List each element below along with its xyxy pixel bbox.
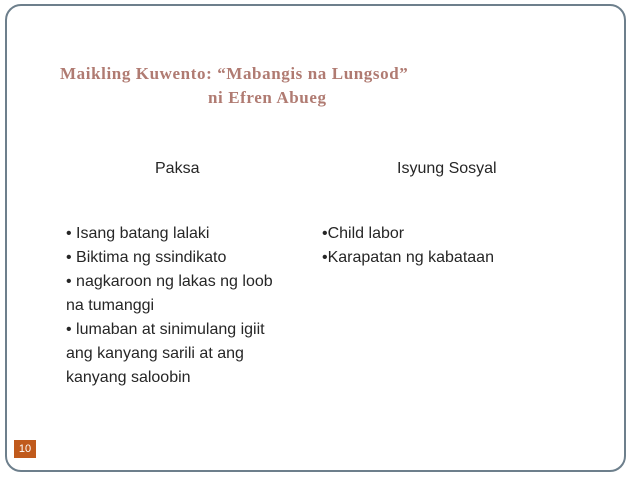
list-item: kanyang saloobin (66, 369, 191, 386)
list-item: na tumanggi (66, 297, 155, 314)
paksa-list (66, 222, 306, 390)
isyung-sosyal-list (322, 222, 582, 270)
list-item: •Child labor (322, 225, 405, 242)
page-number-badge: 10 (14, 440, 36, 458)
list-item: ang kanyang sarili at ang (66, 345, 244, 362)
list-item: •Karapatan ng kabataan (322, 249, 494, 266)
title-line-2: ni Efren Abueg (208, 88, 327, 107)
list-item: • nagkaroon ng lakas ng loob (66, 273, 273, 290)
list-item: • Isang batang lalaki (66, 225, 210, 242)
column-header-paksa: Paksa (155, 160, 200, 177)
list-item: • Biktima ng ssindikato (66, 249, 227, 266)
title-line-1: Maikling Kuwento: “Mabangis na Lungsod” (60, 64, 409, 83)
column-header-isyung-sosyal: Isyung Sosyal (397, 160, 497, 177)
list-item: • lumaban at sinimulang igiit (66, 321, 265, 338)
